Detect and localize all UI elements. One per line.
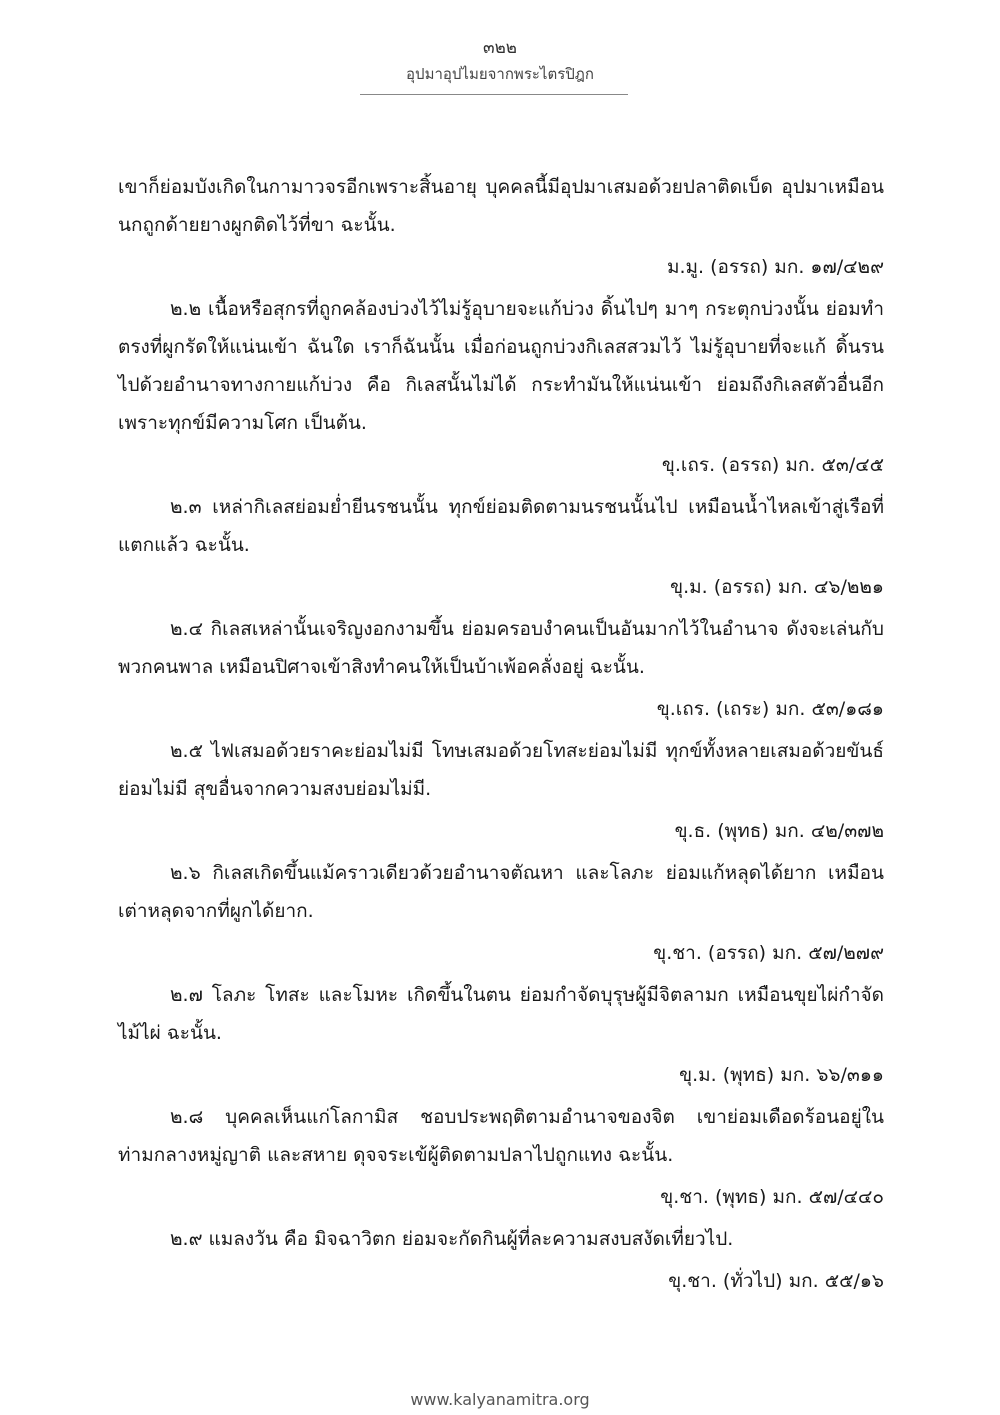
running-title: อุปมาอุปไมยจากพระไตรปิฎก bbox=[406, 65, 594, 83]
page-number: ๓๒๒ bbox=[482, 38, 518, 58]
paragraph-continuation: เขาก็ย่อมบังเกิดในกามาวจรอีกเพราะสิ้นอายุ บุคคลนี้มีอุปมาเสมอด้วยปลาติดเบ็ด อุปมาเหมือนนกถูกด้ายยางผูกติดไว้ที่ขา ฉะนั้น. bbox=[118, 176, 884, 236]
header-divider bbox=[360, 94, 628, 95]
citation: ขุ.ม. (พุทธ) มก. ๖๖/๓๑๑ bbox=[679, 1064, 884, 1086]
paragraph-2-5: ๒.๕ ไฟเสมอด้วยราคะย่อมไม่มี โทษเสมอด้วยโทสะย่อมไม่มี ทุกข์ทั้งหลายเสมอด้วยขันธ์ย่อมไม่มี สุขอื่นจากความสงบย่อมไม่มี. bbox=[118, 740, 884, 800]
citation: ขุ.ธ. (พุทธ) มก. ๔๒/๓๗๒ bbox=[674, 820, 884, 842]
citation: ม.มู. (อรรถ) มก. ๑๗/๔๒๙ bbox=[666, 256, 884, 278]
citation: ขุ.เถร. (เถระ) มก. ๕๓/๑๘๑ bbox=[656, 698, 884, 720]
citation: ขุ.ชา. (ทั่วไป) มก. ๕๕/๑๖ bbox=[668, 1270, 884, 1292]
footer-website-link[interactable]: www.kalyanamitra.org bbox=[410, 1390, 590, 1409]
paragraph-2-9: ๒.๙ แมลงวัน คือ มิจฉาวิตก ย่อมจะกัดกินผู้ที่ละความสงบสงัดเที่ยวไป. bbox=[170, 1228, 734, 1250]
paragraph-2-6: ๒.๖ กิเลสเกิดขึ้นแม้คราวเดียวด้วยอำนาจตัณหา และโลภะ ย่อมแก้หลุดได้ยาก เหมือนเต่าหลุดจากที่ผูกได้ยาก. bbox=[118, 862, 884, 922]
paragraph-2-4: ๒.๔ กิเลสเหล่านั้นเจริญงอกงามขึ้น ย่อมครอบงำคนเป็นอันมากไว้ในอำนาจ ดังจะเล่นกับพวกคนพาล เหมือนปิศาจเข้าสิงทำคนให้เป็นบ้าเพ้อคลั่งอยู่ ฉะนั้น. bbox=[118, 618, 884, 678]
citation: ขุ.เถร. (อรรถ) มก. ๕๓/๔๕ bbox=[661, 454, 884, 476]
citation: ขุ.ชา. (พุทธ) มก. ๕๗/๔๔๐ bbox=[660, 1186, 884, 1208]
paragraph-2-7: ๒.๗ โลภะ โทสะ และโมหะ เกิดขึ้นในตน ย่อมกำจัดบุรุษผู้มีจิตลามก เหมือนขุยไผ่กำจัดไม้ไผ่ ฉะนั้น. bbox=[118, 984, 884, 1044]
citation: ขุ.ชา. (อรรถ) มก. ๕๗/๒๗๙ bbox=[653, 942, 884, 964]
paragraph-2-3: ๒.๓ เหล่ากิเลสย่อมย่ำยีนรชนนั้น ทุกข์ย่อมติดตามนรชนนั้นไป เหมือนน้ำไหลเข้าสู่เรือที่แตกแล้ว ฉะนั้น. bbox=[118, 496, 884, 556]
body-text bbox=[118, 168, 884, 1304]
paragraph-2-2: ๒.๒ เนื้อหรือสุกรที่ถูกคล้องบ่วงไว้ไม่รู้อุบายจะแก้บ่วง ดิ้นไปๆ มาๆ กระตุกบ่วงนั้น ย่อมทำตรงที่ผูกรัดให้แน่นเข้า ฉันใด เราก็ฉันนั้น เมื่อก่อนถูกบ่วงกิเลสสวมไว้ ไม่รู้อุบายที่จะแก้ ดิ้นรนไปด้วยอำนาจทางกายแก้บ่วง คือ กิเลสนั้นไม่ได้ กระทำมันให้แน่นเข้า ย่อมถึงกิเลสตัวอื่นอีกเพราะทุกข์มีความโศก เป็นต้น. bbox=[118, 298, 884, 434]
paragraph-2-8: ๒.๘ บุคคลเห็นแก่โลกามิส ชอบประพฤติตามอำนาจของจิต เขาย่อมเดือดร้อนอยู่ในท่ามกลางหมู่ญาติ และสหาย ดุจจระเข้ผู้ติดตามปลาไปถูกแทง ฉะนั้น. bbox=[118, 1106, 884, 1166]
citation: ขุ.ม. (อรรถ) มก. ๔๖/๒๒๑ bbox=[670, 576, 884, 598]
